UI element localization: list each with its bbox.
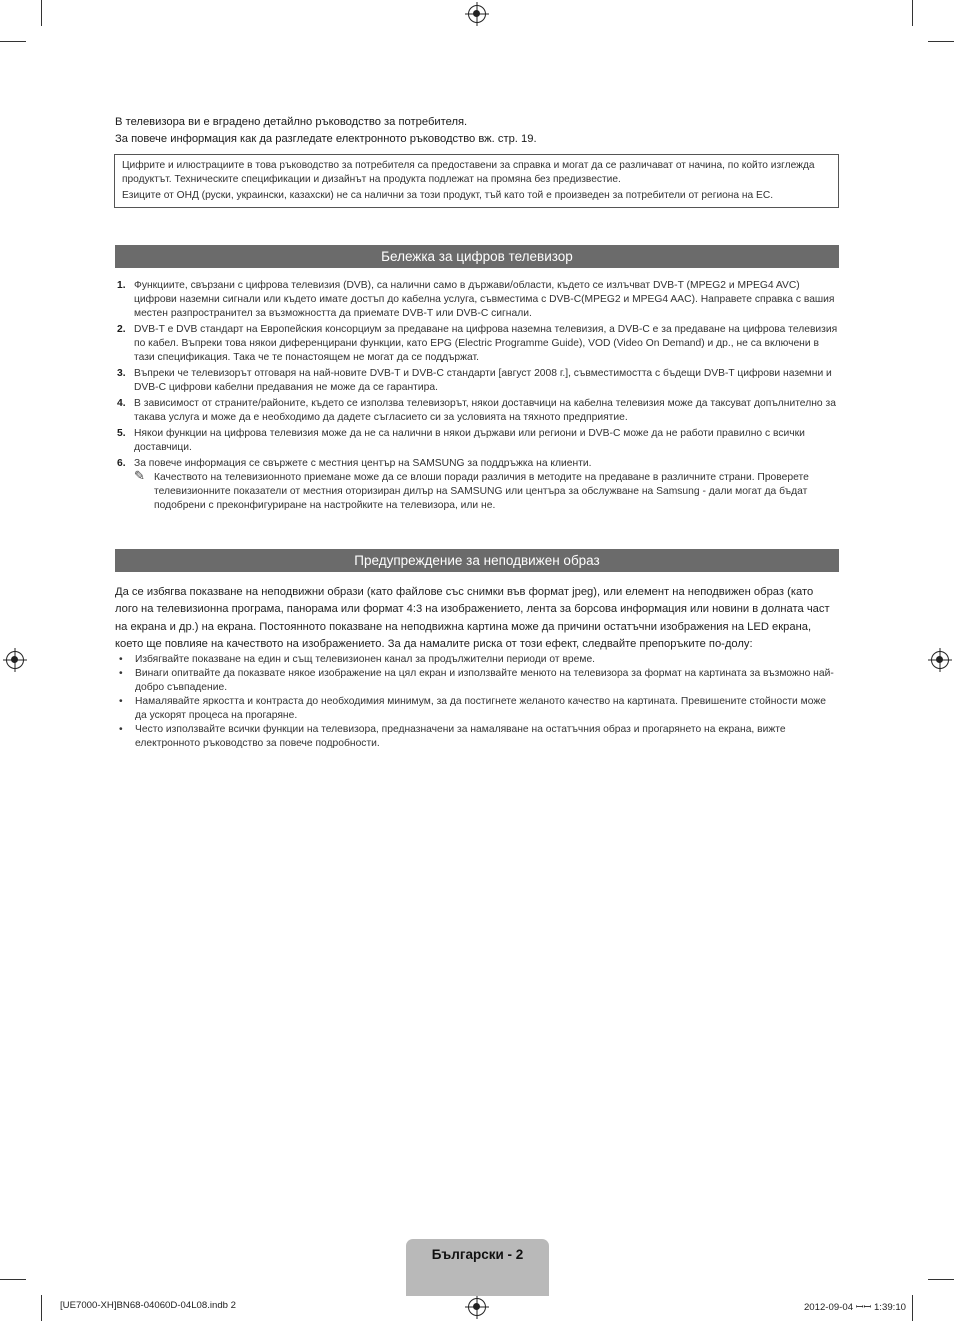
page-label: Български - 2 — [431, 1247, 524, 1262]
note-text: Качеството на телевизионното приемане може да се влоши поради различия в методите на предаване в различните страни. Проверете телевизионните показатели от местния оторизиран дилър на SAMSUNG или центъра за обслужване на Samsung - дали могат да бъдат подобрени с преконфигуриране на настройките на телевизора, или не. — [154, 472, 809, 511]
list-item — [115, 427, 839, 455]
registration-mark-icon — [468, 1298, 486, 1316]
bullet-text: Намалявайте яркостта и контраста до необходимия минимум, за да постигнете желаното качество на картината. Превишените стойности може да ускорят процеса на прогаряне. — [135, 696, 826, 721]
item-text: DVB-T е DVB стандарт на Европейския консорциум за предаване на цифрова наземна телевизия, а DVB-C е за предаване на цифрова телевизия по кабел. Въпреки това някои диференцирани функции, като EPG (Electric Programme Guide), VOD (Video On Demand) и др., не са включени в тази спецификация. Така че те понастоящем не могат да се поддържат. — [134, 324, 838, 363]
intro-text — [115, 114, 839, 148]
intro-line: В телевизора ви е вградено детайлно ръководство за потребителя. — [115, 116, 468, 128]
bullet-icon: • — [119, 696, 123, 707]
item-number: 1. — [117, 280, 126, 291]
pencil-note-icon: ✎ — [134, 468, 145, 483]
item-number: 3. — [117, 368, 126, 379]
bullet-icon: • — [119, 668, 123, 679]
digital-tv-notes — [115, 279, 839, 515]
item-number: 4. — [117, 398, 126, 409]
bullet-icon: • — [119, 654, 123, 665]
list-item — [115, 397, 839, 425]
bullet-text: Винаги опитвайте да показвате някое изображение на цял екран и използвайте менюто на телевизора за формат на картината за възможно най-добро съвпадение. — [135, 668, 834, 693]
bullet-text: Често използвайте всички функции на телевизора, предназначени за намаляване на остатъчния образ и прогарянето на екрана, вижте електронното ръководство за повече подробности. — [135, 724, 786, 749]
item-text: Функциите, свързани с цифрова телевизия (DVB), са налични само в държави/области, където се излъчват DVB-T (MPEG2 и MPEG4 AVC) цифрови наземни сигнали или където имате достъп до кабелна услуга, съвместима с DVB-C(MPEG2 и MPEG4 AAC). Направете справка с вашия местен разпространител за възможността да приемате DVB-T или DVB-C сигнали. — [134, 280, 835, 319]
crop-mark — [928, 1279, 954, 1280]
item-text: Някои функции на цифрова телевизия може да не са налични в някои държави или региони и DVB-C може да не работи правилно с всички доставчици. — [134, 428, 805, 453]
still-image-paragraph: Да се избягва показване на неподвижни образи (като файлове със снимки във формат jpeg), или елемент на неподвижен образ (като лого на телевизионна програма, панорама или формат 4:3 на изображението, лента за борсова информация или новини в долната част на екрана и др.) на екрана. Постоянното показване на неподвижна картина може да причини остатъчни изображения на LED екрана, което ще повлияе на качеството на изображението. За да намалите риска от този ефект, следвайте препоръките по-долу: — [115, 586, 830, 650]
item-number: 5. — [117, 428, 126, 439]
still-image-tips — [115, 653, 839, 751]
crop-mark — [912, 1295, 913, 1321]
list-item — [115, 367, 839, 395]
page-number-tab — [406, 1239, 549, 1296]
note — [134, 468, 839, 513]
bullet-item — [115, 653, 839, 667]
list-item — [115, 279, 839, 321]
bullet-item — [115, 667, 839, 695]
registration-mark-icon — [468, 5, 486, 23]
bullet-item — [115, 695, 839, 723]
list-item — [115, 457, 839, 513]
registration-mark-icon — [931, 651, 949, 669]
bullet-text: Избягвайте показване на един и същ телевизионен канал за продължителни периоди от време. — [135, 654, 596, 665]
crop-mark — [928, 41, 954, 42]
footer-file-info: [UE7000-XH]BN68-04060D-04L08.indb 2 — [60, 1300, 236, 1311]
section-heading: Бележка за цифров телевизор — [115, 245, 839, 268]
notice-box — [114, 154, 839, 208]
section-heading: Предупреждение за неподвижен образ — [115, 549, 839, 572]
item-number: 6. — [117, 458, 126, 469]
item-number: 2. — [117, 324, 126, 335]
item-text: В зависимост от страните/районите, където се използва телевизорът, някои доставчици на кабелна телевизия може да таксуват допълнително за такава услуга и може да е необходимо да дадете съгласието си за условията на тяхното предприятие. — [134, 398, 836, 423]
crop-mark — [41, 0, 42, 26]
notice-paragraph: Езиците от ОНД (руски, украински, казахски) не са налични за този продукт, тъй като той е произведен за потребители от региона на ЕС. — [122, 190, 774, 201]
notice-paragraph: Цифрите и илюстрациите в това ръководство за потребителя са предоставени за справка и могат да се различават от начина, по който изглежда продуктът. Техническите спецификации и дизайнът на продукта подлежат на промяна без предизвестие. — [122, 160, 815, 185]
crop-mark — [912, 0, 913, 26]
crop-mark — [41, 1295, 42, 1321]
item-text: Въпреки че телевизорът отговаря на най-новите DVB-T и DVB-C стандарти [август 2008 г.], съвместимостта с бъдещи DVB-T цифрови наземни и DVB-C цифрови кабелни предавания не може да се гарантира. — [134, 368, 832, 393]
bullet-icon: • — [119, 724, 123, 735]
item-text: За повече информация се свържете с местния център на SAMSUNG за поддръжка на клиенти. — [134, 458, 592, 469]
registration-mark-icon — [6, 651, 24, 669]
bullet-item — [115, 723, 839, 751]
crop-mark — [0, 1279, 26, 1280]
crop-mark — [0, 41, 26, 42]
intro-line: За повече информация как да разгледате електронното ръководство вж. стр. 19. — [115, 133, 537, 145]
list-item — [115, 323, 839, 365]
footer-timestamp: 2012-09-04 ꟷꟷ 1:39:10 — [803, 1302, 906, 1313]
